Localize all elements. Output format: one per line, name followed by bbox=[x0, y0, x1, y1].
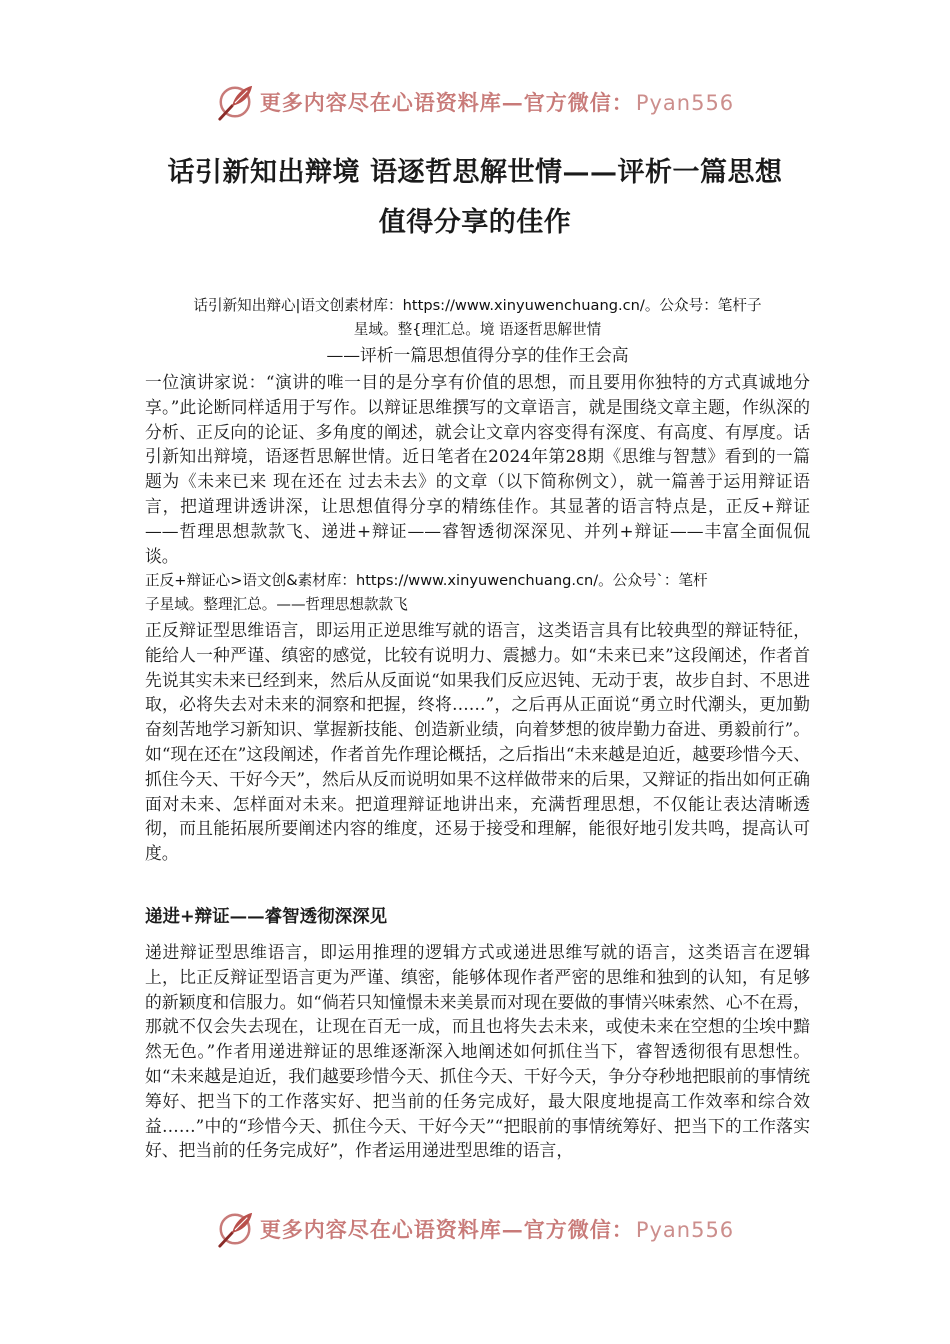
section-heading-block bbox=[145, 902, 810, 932]
banner-text: 更多内容尽在心语资料库—官方微信：Pyan556 bbox=[259, 90, 735, 115]
quill-pen-logo-icon bbox=[216, 1210, 254, 1248]
paragraph-1-block bbox=[145, 370, 810, 568]
quill-pen-logo-icon bbox=[216, 83, 254, 121]
paragraph: 递进辩证型思维语言，即运用推理的逻辑方式或递进思维写就的语言，这类语言在逻辑上，比正反辩证型语言更为严谨、缜密，能够体现作者严密的思维和独到的认知，有足够的新颖度和信服力。如“倘若只知憧憬未来美景而对现在要做的事情兴味索然、心不在焉，那就不仅会失去现在，让现在百无一成，而且也将失去未来，或使未来在空想的尘埃中黯然无色。”作者用递进辩证的思维逐渐深入地阐述如何抓住当下，睿智透彻很有思想性。如“未来越是迫近，我们越要珍惜今天、抓住今天、干好今天，争分夺秒地把眼前的事情统筹好、把当下的工作落实好、把当前的任务完成好，最大限度地提高工作效率和综合效益……”中的“珍惜今天、抓住今天、干好今天”“把眼前的事情统筹好、把当下的工作落实好、把当前的任务完成好”，作者运用递进型思维的语言， bbox=[145, 942, 810, 1161]
meta-line: 星域。整{理汇总。境 语逐哲思解世情 bbox=[353, 321, 602, 338]
subtitle: ——评析一篇思想值得分享的佳作王会高 bbox=[326, 345, 629, 365]
section-heading: 递进+辩证——睿智透彻深深见 bbox=[145, 907, 388, 927]
footer-banner bbox=[0, 1205, 950, 1253]
document-title bbox=[140, 148, 810, 248]
header-banner bbox=[0, 78, 950, 126]
title-line-2: 值得分享的佳作 bbox=[378, 207, 572, 238]
paragraph-3-block bbox=[145, 940, 810, 1163]
subtitle-block bbox=[145, 343, 810, 368]
wechat-id: Pyan556 bbox=[635, 91, 735, 115]
banner-text: 更多内容尽在心语资料库—官方微信：Pyan556 bbox=[259, 1217, 735, 1242]
paragraph: 一位演讲家说：“演讲的唯一目的是分享有价值的思想，而且要用你独特的方式真诚地分享。”此论断同样适用于写作。以辩证思维撰写的文章语言，就是围绕文章主题，作纵深的分析、正反向的论证、多角度的阐述，就会让文章内容变得有深度、有高度、有厚度。话引新知出辩境，语逐哲思解世情。近日笔者在2024年第28期《思维与智慧》看到的一篇题为《未来已来 现在还在 过去未去》的文章（以下简称例文），就一篇善于运用辩证语言，把道理讲透讲深，让思想值得分享的精练佳作。其显著的语言特点是，正反+辩证——哲理思想款款飞、递进+辩证——睿智透彻深深见、并列+辩证——丰富全面侃侃谈。 bbox=[145, 372, 810, 566]
meta-block-2 bbox=[145, 569, 810, 617]
paragraph-2-block bbox=[145, 618, 810, 866]
meta-line: 话引新知出辩心|语文创素材库：https://www.xinyuwenchuang.cn/。公众号：笔杆子 bbox=[193, 297, 762, 314]
meta-line: 正反+辩证心>语文创&素材库：https://www.xinyuwenchuang.cn/。公众号`：笔杆 bbox=[145, 572, 708, 589]
meta-block-1 bbox=[145, 294, 810, 342]
wechat-id: Pyan556 bbox=[635, 1218, 735, 1242]
meta-line: 子星域。整理汇总。——哲理思想款款飞 bbox=[145, 596, 408, 613]
paragraph: 正反辩证型思维语言，即运用正逆思维写就的语言，这类语言具有比较典型的辩证特征，能给人一种严谨、缜密的感觉，比较有说明力、震撼力。如“未来已来”这段阐述，作者首先说其实未来已经到来，然后从反面说“如果我们反应迟钝、无动于衷，故步自封、不思进取，必将失去对未来的洞察和把握，终将……”，之后再从正面说“勇立时代潮头，更加勤奋刻苦地学习新知识、掌握新技能、创造新业绩，向着梦想的彼岸勤力奋进、勇毅前行”。如“现在还在”这段阐述，作者首先作理论概括，之后指出“未来越是迫近，越要珍惜今天、抓住今天、干好今天”，然后从反而说明如果不这样做带来的后果，又辩证的指出如何正确面对未来、怎样面对未来。把道理辩证地讲出来，充满哲理思想，不仅能让表达清晰透彻，而且能拓展所要阐述内容的维度，还易于接受和理解，能很好地引发共鸣，提高认可度。 bbox=[145, 620, 810, 864]
title-line-1: 话引新知出辩境 语逐哲思解世情——评析一篇思想 bbox=[167, 157, 783, 188]
